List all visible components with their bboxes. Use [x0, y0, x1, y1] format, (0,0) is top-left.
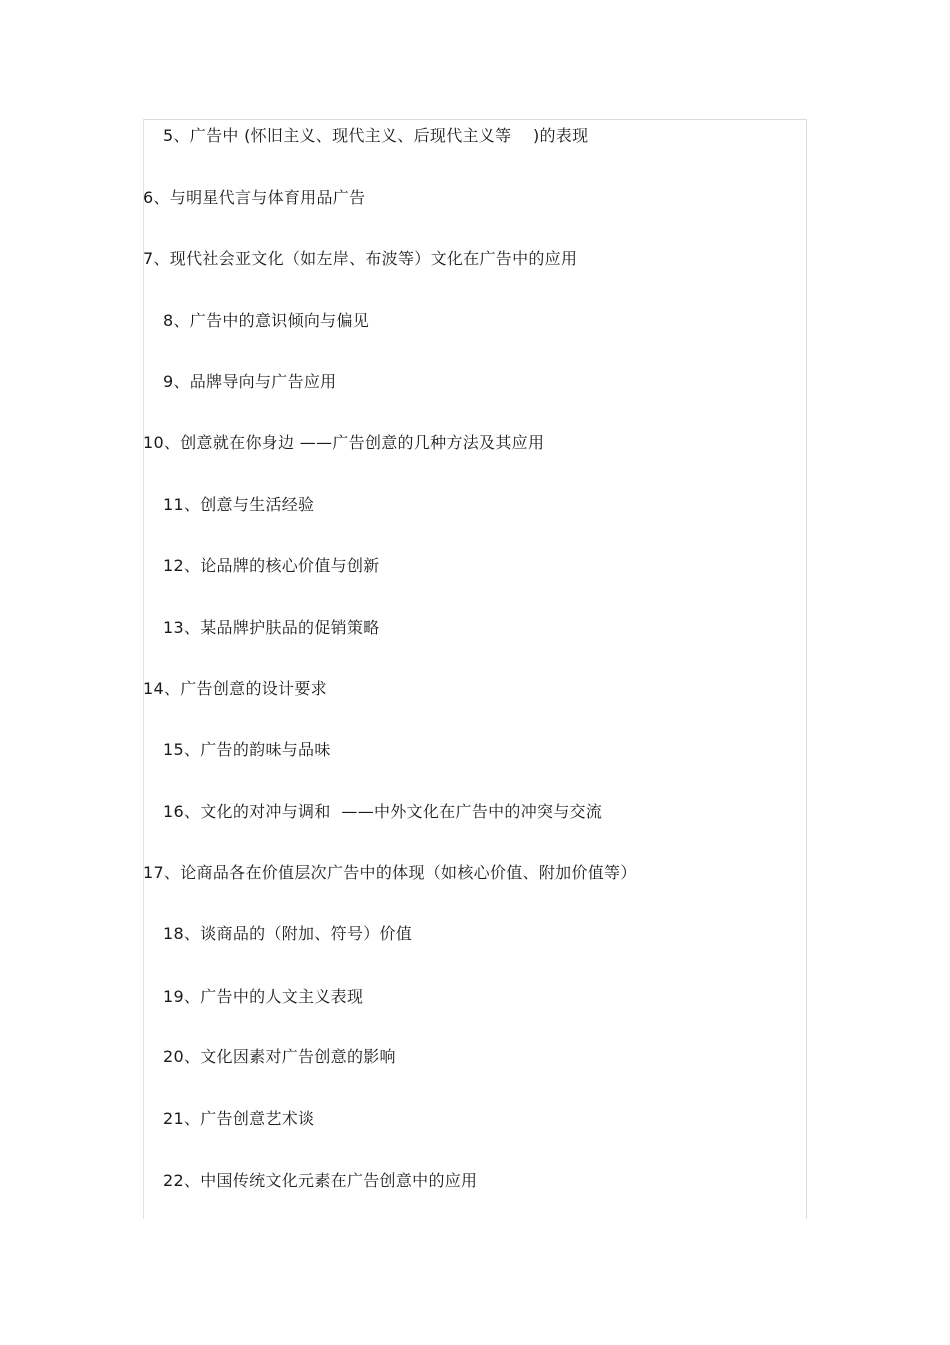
list-item-22: 22、中国传统文化元素在广告创意中的应用 [163, 1171, 478, 1190]
list-item-18: 18、谈商品的（附加、符号）价值 [163, 924, 413, 943]
frame-right-border [806, 119, 807, 1219]
list-item-16: 16、文化的对冲与调和 ——中外文化在广告中的冲突与交流 [163, 802, 603, 821]
list-item-21: 21、广告创意艺术谈 [163, 1109, 315, 1128]
list-item-17: 17、论商品各在价值层次广告中的体现（如核心价值、附加价值等） [143, 863, 637, 882]
list-item-15: 15、广告的韵味与品味 [163, 740, 331, 759]
list-item-20: 20、文化因素对广告创意的影响 [163, 1047, 396, 1066]
list-item-11: 11、创意与生活经验 [163, 495, 315, 514]
list-item-8: 8、广告中的意识倾向与偏见 [163, 311, 370, 330]
list-item-14: 14、广告创意的设计要求 [143, 679, 327, 698]
list-item-7: 7、现代社会亚文化（如左岸、布波等）文化在广告中的应用 [143, 249, 578, 268]
list-item-12: 12、论品牌的核心价值与创新 [163, 556, 380, 575]
list-item-6: 6、与明星代言与体育用品广告 [143, 188, 366, 207]
list-item-10: 10、创意就在你身边 ——广告创意的几种方法及其应用 [143, 433, 545, 452]
list-item-9: 9、品牌导向与广告应用 [163, 372, 337, 391]
list-item-5: 5、广告中 (怀旧主义、现代主义、后现代主义等 )的表现 [163, 126, 589, 145]
frame-left-border [143, 119, 144, 1219]
frame-top-border [143, 119, 807, 120]
list-item-13: 13、某品牌护肤品的促销策略 [163, 618, 380, 637]
list-item-19: 19、广告中的人文主义表现 [163, 987, 364, 1006]
